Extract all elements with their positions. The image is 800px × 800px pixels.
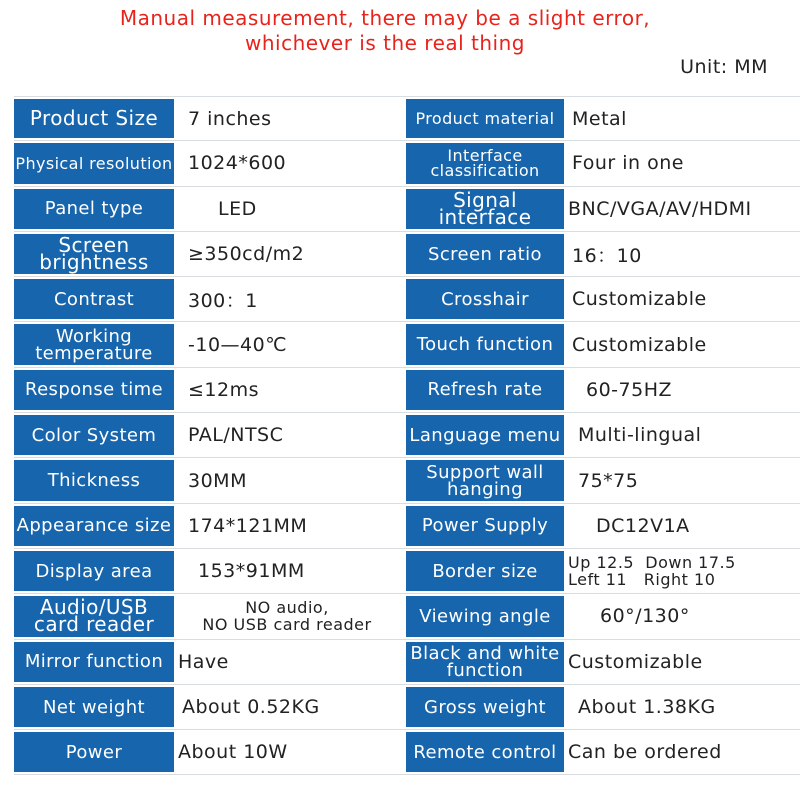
spec-row: [14, 277, 800, 322]
spec-label: Color System: [14, 415, 174, 455]
spec-label: Display area: [14, 551, 174, 591]
spec-value: Customizable: [568, 650, 703, 673]
spec-row: [14, 640, 800, 685]
spec-row: [14, 549, 800, 594]
spec-value: 174*121MM: [188, 514, 308, 537]
spec-label: Physical resolution: [14, 143, 174, 183]
audio-usb-line: NO USB card reader: [202, 615, 372, 635]
measurement-notice: [0, 6, 770, 56]
spec-value: 7 inches: [188, 107, 272, 130]
spec-label: Viewing angle: [406, 596, 564, 636]
spec-label: Interface classification: [406, 143, 564, 183]
spec-value: -10—40℃: [188, 333, 288, 356]
border-size-line: Up 12.5 Down 17.5: [568, 553, 736, 573]
spec-label: Touch function: [406, 324, 564, 364]
spec-label: Black and white function: [406, 642, 564, 682]
spec-row: [14, 594, 800, 639]
spec-value: Customizable: [572, 333, 707, 356]
spec-row: [14, 413, 800, 458]
spec-row: [14, 96, 800, 141]
spec-label: Power Supply: [406, 506, 564, 546]
spec-value: 300：1: [188, 289, 258, 312]
spec-value: 1024*600: [188, 152, 287, 175]
spec-label: Mirror function: [14, 642, 174, 682]
spec-value: About 0.52KG: [182, 696, 320, 718]
spec-label: Crosshair: [406, 279, 564, 319]
spec-label: Thickness: [14, 460, 174, 500]
spec-label: Response time: [14, 370, 174, 410]
spec-label: Support wall hanging: [406, 460, 564, 500]
spec-value: 16：10: [572, 244, 642, 267]
spec-value: PAL/NTSC: [188, 424, 284, 447]
spec-value: 60°/130°: [600, 605, 690, 628]
spec-row: [14, 730, 800, 775]
spec-value: BNC/VGA/AV/HDMI: [568, 197, 752, 220]
spec-label: Signal interface: [406, 189, 564, 229]
spec-value: About 10W: [178, 741, 288, 764]
spec-value: About 1.38KG: [578, 696, 716, 718]
spec-label: Net weight: [14, 687, 174, 727]
spec-value: 75*75: [578, 469, 639, 492]
spec-row: [14, 458, 800, 503]
spec-row: [14, 232, 800, 277]
spec-value: Can be ordered: [568, 741, 722, 764]
spec-value: Four in one: [572, 152, 684, 175]
spec-table: [14, 96, 800, 775]
spec-row: [14, 141, 800, 186]
spec-row: [14, 368, 800, 413]
unit-label: Unit: MM: [680, 56, 768, 78]
spec-label: Appearance size: [14, 506, 174, 546]
spec-row: [14, 322, 800, 367]
spec-label: Power: [14, 732, 174, 772]
spec-value: Multi-lingual: [578, 424, 702, 447]
spec-label: Contrast: [14, 279, 174, 319]
audio-usb-value: [174, 594, 392, 638]
spec-label: Refresh rate: [406, 370, 564, 410]
spec-value: LED: [218, 197, 257, 220]
spec-row: [14, 187, 800, 232]
spec-label: Working temperature: [14, 324, 174, 364]
spec-label: Product material: [406, 99, 564, 138]
spec-value: ≤12ms: [188, 378, 260, 401]
audio-usb-line: NO audio,: [245, 598, 329, 618]
spec-value: 30MM: [188, 469, 247, 492]
border-size-value: [564, 549, 800, 593]
notice-line-2: whichever is the real thing: [244, 31, 525, 55]
spec-value: DC12V1A: [596, 514, 690, 537]
spec-label: Border size: [406, 551, 564, 591]
spec-label: Gross weight: [406, 687, 564, 727]
spec-label: Audio/USB card reader: [14, 596, 174, 636]
spec-label: Panel type: [14, 189, 174, 229]
spec-label: Screen brightness: [14, 234, 174, 274]
spec-value: Have: [178, 650, 229, 673]
spec-value: 153*91MM: [198, 560, 305, 583]
border-size-line: Left 11 Right 10: [568, 570, 716, 590]
spec-label: Language menu: [406, 415, 564, 455]
spec-value: 60-75HZ: [586, 378, 673, 401]
spec-value: Customizable: [572, 288, 707, 311]
spec-label: Screen ratio: [406, 234, 564, 274]
notice-line-1: Manual measurement, there may be a slight error,: [119, 6, 651, 30]
spec-label: Product Size: [14, 99, 174, 138]
spec-value: ≥350cd/m2: [188, 243, 305, 266]
spec-row: [14, 504, 800, 549]
spec-label: Remote control: [406, 732, 564, 772]
spec-row: [14, 685, 800, 730]
spec-value: Metal: [572, 107, 627, 130]
